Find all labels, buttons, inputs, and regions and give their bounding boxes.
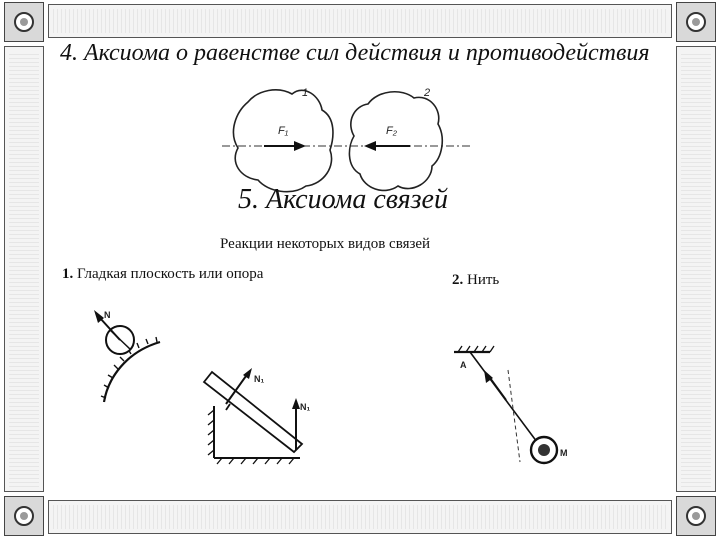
body-2-label: 2 xyxy=(424,87,431,99)
axiom5-title: 5. Аксиома связей xyxy=(238,184,448,215)
force-2-label: F₂ xyxy=(386,125,397,137)
item-text: Гладкая плоскость или опора xyxy=(73,266,264,282)
body-1-label: 1 xyxy=(302,87,309,99)
point-a-label: A xyxy=(460,360,467,370)
reaction-n2-label: N₁ xyxy=(300,402,311,412)
constraints-subtitle: Реакции некоторых видов связей xyxy=(220,236,431,252)
weight-inner xyxy=(538,444,550,456)
reaction-n-label: N xyxy=(104,310,111,320)
item-text: Нить xyxy=(463,272,500,288)
force-1-label: F₁ xyxy=(278,125,289,137)
tension-arrow xyxy=(490,378,506,400)
item-number: 1. xyxy=(62,266,74,282)
reaction-n1-label: N₁ xyxy=(254,374,265,384)
axiom4-title: 4. Аксиома о равенстве сил действия и противодействия xyxy=(60,40,650,66)
item-number: 2. xyxy=(452,272,464,288)
point-m-label: M xyxy=(560,448,568,458)
